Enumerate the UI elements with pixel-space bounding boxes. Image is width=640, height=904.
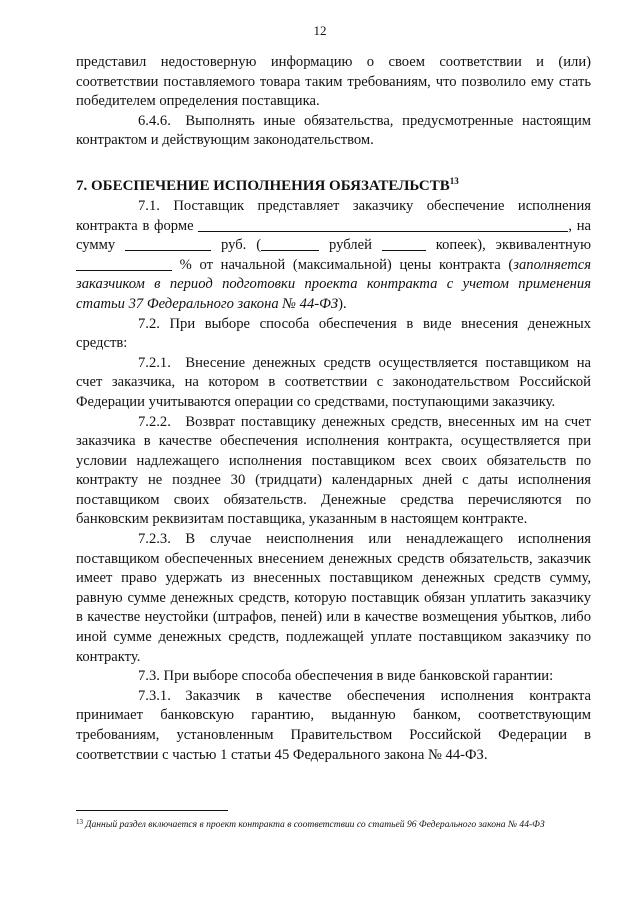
- section-7-heading: [76, 170, 591, 197]
- section-7-title: 7. ОБЕСПЕЧЕНИЕ ИСПОЛНЕНИЯ ОБЯЗАТЕЛЬСТВ: [76, 177, 450, 194]
- instruction-note: заполняется заказчиком в период подготовки проекта контракта с учетом применения статьи 37 Федерального закона № 44-ФЗ: [76, 256, 591, 312]
- paragraph-7-3: 7.3. При выборе способа обеспечения в виде банковской гарантии:: [138, 668, 554, 685]
- footnote-number: 13: [76, 818, 83, 826]
- footnote: [76, 816, 591, 831]
- paragraph-continuation: представил недостоверную информацию о своем соответствии и (или) соответствии поставляемого товара таким требованиям, что позволило ему стать победителем определения поставщика.: [76, 54, 591, 110]
- paragraph-7-2: 7.2. При выборе способа обеспечения в виде внесения денежных средств:: [76, 315, 591, 352]
- blank-field-form[interactable]: [198, 217, 568, 232]
- blank-field-percent[interactable]: [76, 256, 172, 271]
- blank-field-kopecks[interactable]: [382, 236, 426, 251]
- blank-field-sum[interactable]: [125, 236, 211, 251]
- page-number: 12: [313, 23, 327, 38]
- footnote-text: Данный раздел включается в проект контракта в соответствии со статьей 96 Федерального закона № 44-ФЗ: [83, 819, 545, 830]
- document-body: [76, 53, 591, 765]
- paragraph-7-3-1: 7.3.1. Заказчик в качестве обеспечения исполнения контракта принимает банковскую гарантию, выданную банком, соответствующим требованиям, установленным Правительством Российской Федерации в соответствии с частью 1 статьи 45 Федерального закона № 44-ФЗ.: [76, 687, 591, 763]
- paragraph-7-2-1: 7.2.1. Внесение денежных средств осуществляется поставщиком на счет заказчика, на котором в соответствии с законодательством Российской Федерации учитываются операции со средствами, поступающими заказчику.: [76, 354, 591, 410]
- paragraph-7-2-2: 7.2.2. Возврат поставщику денежных средств, внесенных им на счет заказчика в качестве обеспечения исполнения контракта, осуществляется при условии надлежащего исполнения поставщиком всех своих обязательств по контракту не позднее 30 (тридцати) календарных дней с даты исполнения поставщиком своих обязательств. Денежные средства перечисляются по банковским реквизитам поставщика, указанным в настоящем контракте.: [76, 413, 591, 528]
- paragraph-7-2-3: 7.2.3. В случае неисполнения или ненадлежащего исполнения поставщиком обеспеченных внесением денежных средств обязательств, заказчик имеет право удержать из внесенных поставщиком денежных средств сумму, равную сумме денежных средств, которую поставщик обязан уплатить заказчику в качестве неустойки (штрафов, пеней) или в качестве возмещения убытков, либо иной сумме денежных средств, подлежащей уплате поставщиком заказчику по контракту.: [76, 531, 591, 665]
- footnote-ref: 13: [449, 175, 459, 186]
- blank-field-rubles[interactable]: [261, 236, 319, 251]
- paragraph-7-1: 7.1. Поставщик представляет заказчику обеспечение исполнения контракта в форме , на сумму руб. ( рублей копеек), эквивалентную % от начальной (максимальной) цены контракта (заполняется заказчиком в период подготовки проекта контракта с учетом применения статьи 37 Федерального закона № 44-ФЗ).: [76, 197, 591, 312]
- footnote-divider: [76, 810, 228, 811]
- paragraph-6-4-6: 6.4.6. Выполнять иные обязательства, предусмотренные настоящим контрактом и действующим законодательством.: [76, 112, 591, 149]
